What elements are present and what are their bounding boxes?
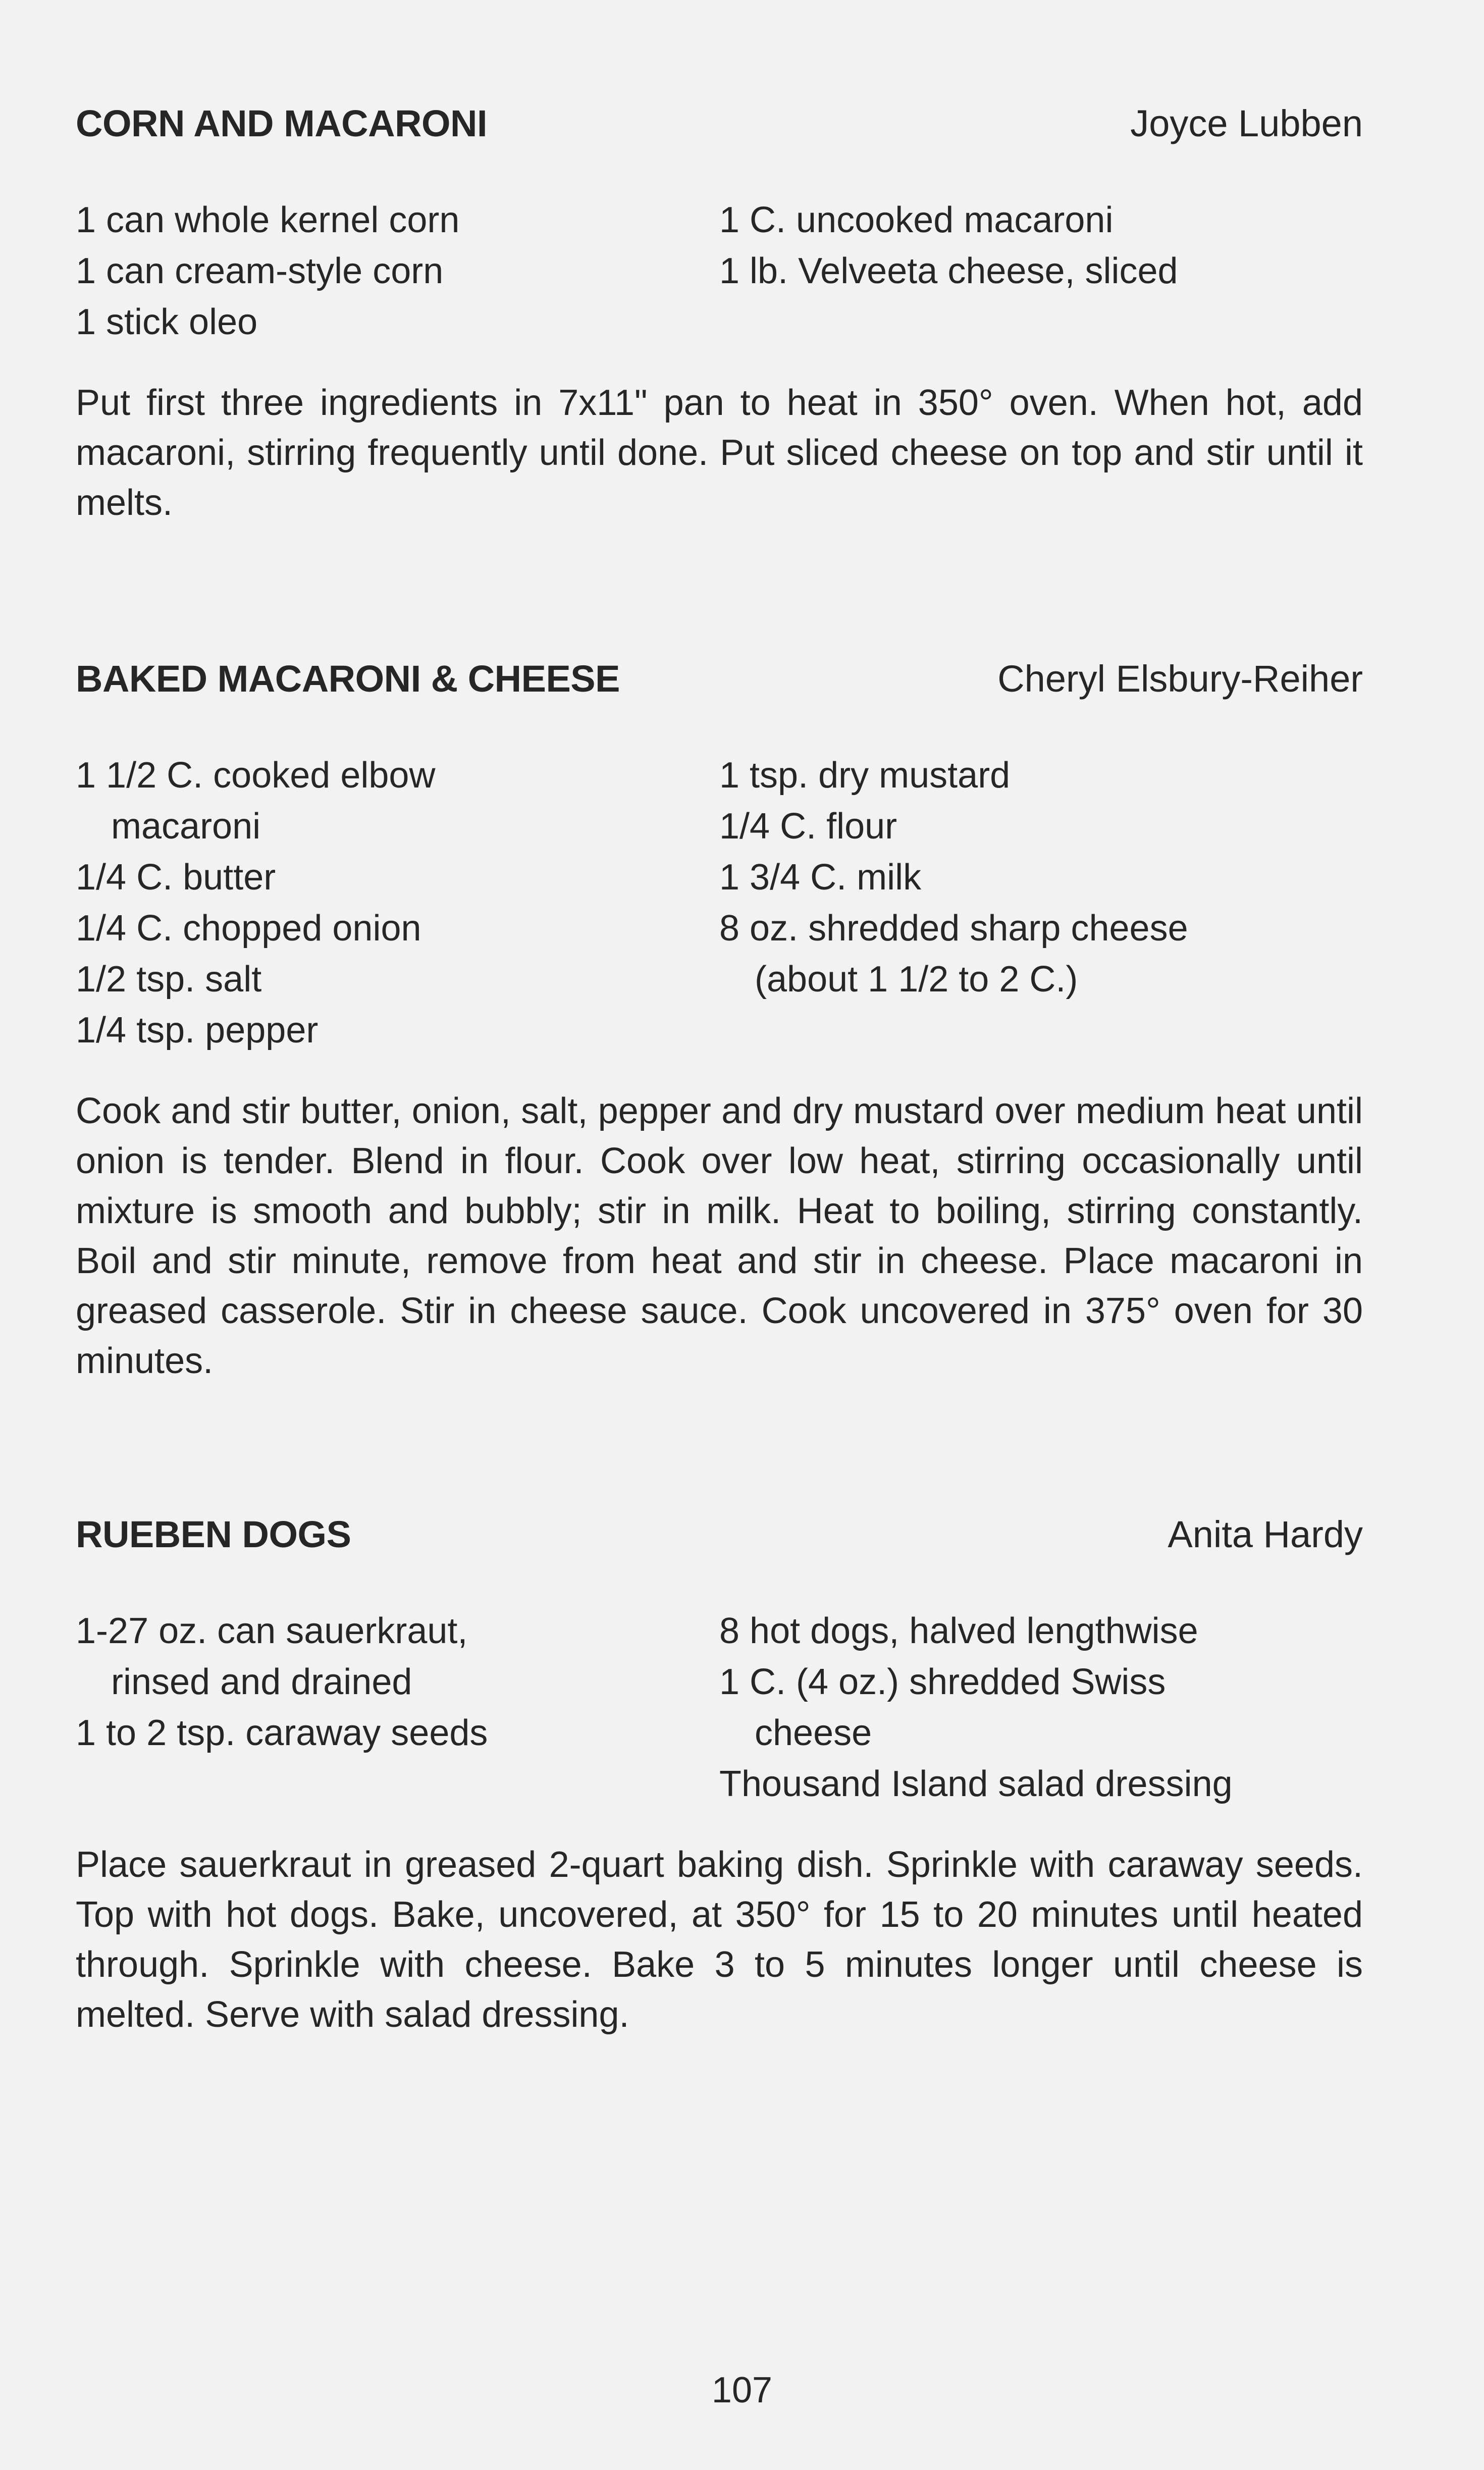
recipe-author: Cheryl Elsbury-Reiher	[997, 658, 1363, 700]
page-number: 107	[711, 2370, 773, 2410]
recipe-instructions: Cook and stir butter, onion, salt, pepper and dry mustard over medium heat until onion is tender. Blend in flour. Cook over low heat, stirring occasionally until mixture is smooth and bubbly; stir in milk. Heat to boiling, stirring constantly. Boil and stir minute, remove from heat and stir in cheese. Place macaroni in greased casserole. Stir in cheese sauce. Cook uncovered in 375° oven for 30 minutes.	[76, 1091, 1363, 1381]
ingredient: 1 can whole kernel corn	[76, 200, 460, 240]
recipe-header	[76, 101, 1363, 146]
ingredient: 1-27 oz. can sauerkraut,	[76, 1611, 468, 1651]
ingredient-column-left	[76, 1606, 719, 1810]
ingredient: 1/4 C. butter	[76, 857, 276, 898]
ingredient-continuation: macaroni	[111, 806, 261, 847]
ingredient: 1 tsp. dry mustard	[719, 755, 1011, 796]
recipe-rueben-dogs	[76, 1512, 1363, 2076]
ingredient: 1/4 tsp. pepper	[76, 1010, 319, 1050]
ingredient: 1 3/4 C. milk	[719, 857, 922, 898]
recipe-instructions: Place sauerkraut in greased 2-quart baking dish. Sprinkle with caraway seeds. Top with hot dogs. Bake, uncovered, at 350° for 15 to 20 minutes until heated through. Sprinkle with cheese. Bake 3 to 5 minutes longer until cheese is melted. Serve with salad dressing.	[76, 1845, 1363, 2035]
ingredient-list	[76, 750, 1363, 1056]
ingredient: Thousand Island salad dressing	[719, 1764, 1233, 1804]
ingredient: 1/2 tsp. salt	[76, 959, 262, 1000]
ingredient: 8 hot dogs, halved lengthwise	[719, 1611, 1198, 1651]
ingredient-column-right	[719, 195, 1363, 348]
ingredient: 1 lb. Velveeta cheese, sliced	[719, 251, 1178, 291]
recipe-instructions: Put first three ingredients in 7x11" pan to heat in 350° oven. When hot, add macaroni, stirring frequently until done. Put sliced cheese on top and stir until it melts.	[76, 383, 1363, 523]
ingredient: 1 1/2 C. cooked elbow	[76, 755, 436, 796]
recipe-title: RUEBEN DOGS	[76, 1513, 351, 1555]
ingredient-column-right	[719, 1606, 1363, 1810]
recipe-author: Anita Hardy	[1168, 1513, 1363, 1555]
ingredient-continuation: cheese	[755, 1713, 872, 1753]
ingredient-list	[76, 195, 1363, 348]
recipe-corn-and-macaroni	[76, 101, 1363, 564]
ingredient: 1 C. uncooked macaroni	[719, 200, 1114, 240]
ingredient: 1 to 2 tsp. caraway seeds	[76, 1713, 488, 1753]
ingredient-continuation: rinsed and drained	[111, 1662, 412, 1702]
recipe-title: CORN AND MACARONI	[76, 102, 488, 144]
ingredient-column-right	[719, 750, 1363, 1056]
ingredient: 1 C. (4 oz.) shredded Swiss	[719, 1662, 1166, 1702]
recipe-header	[76, 1512, 1363, 1557]
recipe-header	[76, 656, 1363, 702]
ingredient: 8 oz. shredded sharp cheese	[719, 908, 1188, 949]
recipe-title: BAKED MACARONI & CHEESE	[76, 658, 620, 700]
recipe-baked-macaroni-cheese	[76, 656, 1363, 1423]
ingredient-list	[76, 1606, 1363, 1810]
ingredient: 1 stick oleo	[76, 302, 258, 342]
recipe-author: Joyce Lubben	[1130, 102, 1363, 144]
ingredient-continuation: (about 1 1/2 to 2 C.)	[755, 959, 1078, 1000]
ingredient: 1 can cream-style corn	[76, 251, 444, 291]
ingredient-column-left	[76, 750, 719, 1056]
ingredient-column-left	[76, 195, 719, 348]
ingredient: 1/4 C. flour	[719, 806, 897, 847]
ingredient: 1/4 C. chopped onion	[76, 908, 421, 949]
